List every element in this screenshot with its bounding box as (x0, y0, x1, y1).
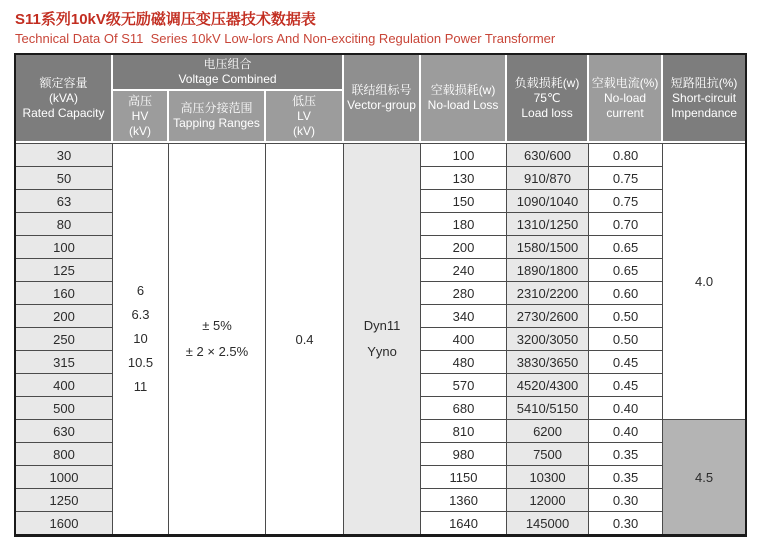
col-header-hv (113, 91, 169, 143)
header-line: Vector-group (347, 98, 416, 112)
cell-no-load-loss: 280 (421, 282, 507, 305)
cell-capacity: 100 (16, 236, 113, 259)
col-header-tapping-ranges (169, 91, 266, 143)
cell-impedance-4-0: 4.0 (663, 143, 745, 420)
header-line: 空载损耗(w) (430, 83, 496, 97)
cell-no-load-current: 0.40 (589, 397, 663, 420)
cell-load-loss: 1090/1040 (507, 190, 589, 213)
col-header-vector-group (344, 55, 421, 143)
hv-value: 6.3 (131, 307, 150, 322)
col-header-load-loss (507, 55, 589, 143)
cell-vector-group (344, 143, 421, 534)
table-header (16, 55, 745, 143)
vector-value: Dyn11 (363, 318, 401, 333)
cell-no-load-current: 0.50 (589, 328, 663, 351)
cell-no-load-current: 0.75 (589, 190, 663, 213)
cell-no-load-loss: 200 (421, 236, 507, 259)
cell-load-loss: 630/600 (507, 143, 589, 167)
header-line: 高压分接范围 (180, 101, 253, 115)
tapping-value: ± 5% (202, 318, 232, 333)
page-subtitle: Technical Data Of S11 Series 10kV Low-lors And Non-exciting Regulation Power Transformer (15, 31, 556, 46)
cell-load-loss: 5410/5150 (507, 397, 589, 420)
col-header-rated-capacity (16, 55, 113, 143)
page-title: S11系列10kV级无励磁调压变压器技术数据表 (15, 11, 316, 28)
cell-no-load-loss: 180 (421, 213, 507, 236)
cell-no-load-current: 0.65 (589, 236, 663, 259)
header-line: Impendance (671, 105, 738, 120)
cell-capacity: 125 (16, 259, 113, 282)
table-body (16, 143, 745, 534)
cell-load-loss: 6200 (507, 420, 589, 443)
cell-no-load-current: 0.75 (589, 167, 663, 190)
cell-load-loss: 2730/2600 (507, 305, 589, 328)
cell-no-load-current: 0.45 (589, 374, 663, 397)
col-header-voltage-combined (113, 55, 344, 91)
transformer-data-table (16, 55, 745, 534)
cell-capacity: 1000 (16, 466, 113, 489)
cell-no-load-loss: 480 (421, 351, 507, 374)
cell-no-load-loss: 400 (421, 328, 507, 351)
cell-capacity: 200 (16, 305, 113, 328)
cell-capacity: 800 (16, 443, 113, 466)
cell-load-loss: 2310/2200 (507, 282, 589, 305)
cell-no-load-current: 0.45 (589, 351, 663, 374)
cell-load-loss: 1890/1800 (507, 259, 589, 282)
cell-no-load-current: 0.60 (589, 282, 663, 305)
cell-no-load-loss: 100 (421, 143, 507, 167)
cell-no-load-loss: 680 (421, 397, 507, 420)
col-header-no-load-loss (421, 55, 507, 143)
cell-no-load-loss: 150 (421, 190, 507, 213)
cell-load-loss: 3830/3650 (507, 351, 589, 374)
cell-no-load-current: 0.80 (589, 143, 663, 167)
cell-impedance-4-5: 4.5 (663, 420, 745, 534)
hv-value: 10.5 (127, 355, 154, 370)
cell-capacity: 1250 (16, 489, 113, 512)
cell-no-load-current: 0.35 (589, 443, 663, 466)
table-row (16, 143, 745, 167)
cell-capacity: 250 (16, 328, 113, 351)
page (0, 8, 761, 537)
header-line: 负载损耗(w) (514, 75, 580, 90)
header-line: 75℃ (533, 90, 561, 105)
cell-no-load-loss: 1640 (421, 512, 507, 534)
cell-load-loss: 12000 (507, 489, 589, 512)
cell-no-load-loss: 810 (421, 420, 507, 443)
hv-value: 6 (136, 283, 145, 298)
cell-no-load-loss: 340 (421, 305, 507, 328)
header-line: 高压 (127, 93, 152, 108)
cell-load-loss: 4520/4300 (507, 374, 589, 397)
cell-capacity: 1600 (16, 512, 113, 534)
col-header-lv (266, 91, 344, 143)
header-line: Tapping Ranges (173, 116, 260, 130)
cell-tapping-range (169, 143, 266, 534)
header-line: Short-circuit (672, 90, 737, 105)
header-line: No-load (604, 90, 647, 105)
header-line: current (606, 105, 644, 120)
cell-capacity: 30 (16, 143, 113, 167)
vector-value: Yyno (367, 344, 397, 359)
cell-capacity: 63 (16, 190, 113, 213)
header-line: (kV) (129, 123, 151, 138)
header-line: Voltage Combined (178, 72, 277, 86)
header-line: 空载电流(%) (591, 75, 659, 90)
cell-capacity: 315 (16, 351, 113, 374)
cell-load-loss: 910/870 (507, 167, 589, 190)
header-line: 电压组合 (203, 57, 252, 71)
cell-hv-values (113, 143, 169, 534)
cell-no-load-current: 0.50 (589, 305, 663, 328)
cell-no-load-current: 0.70 (589, 213, 663, 236)
col-header-short-circuit (663, 55, 745, 143)
cell-no-load-loss: 570 (421, 374, 507, 397)
header-line: Rated Capacity (22, 105, 105, 120)
header-line: 低压 (292, 93, 317, 108)
cell-load-loss: 1310/1250 (507, 213, 589, 236)
cell-no-load-loss: 1360 (421, 489, 507, 512)
cell-capacity: 50 (16, 167, 113, 190)
cell-no-load-loss: 130 (421, 167, 507, 190)
cell-no-load-current: 0.30 (589, 489, 663, 512)
cell-no-load-current: 0.30 (589, 512, 663, 534)
data-table-wrapper (14, 53, 747, 537)
cell-capacity: 160 (16, 282, 113, 305)
header-line: 联结组标号 (351, 83, 412, 97)
cell-capacity: 80 (16, 213, 113, 236)
tapping-value: ± 2 × 2.5% (185, 344, 249, 359)
cell-capacity: 400 (16, 374, 113, 397)
cell-load-loss: 1580/1500 (507, 236, 589, 259)
cell-lv-value: 0.4 (266, 143, 344, 534)
cell-capacity: 630 (16, 420, 113, 443)
header-line: LV (297, 108, 311, 123)
header-line: 额定容量 (39, 75, 88, 90)
hv-value: 11 (133, 379, 148, 394)
cell-no-load-loss: 980 (421, 443, 507, 466)
cell-load-loss: 145000 (507, 512, 589, 534)
cell-load-loss: 7500 (507, 443, 589, 466)
col-header-no-load-current (589, 55, 663, 143)
cell-no-load-current: 0.40 (589, 420, 663, 443)
header-line: Load loss (521, 105, 573, 120)
header-line: HV (131, 108, 149, 123)
cell-no-load-current: 0.65 (589, 259, 663, 282)
cell-capacity: 500 (16, 397, 113, 420)
cell-no-load-current: 0.35 (589, 466, 663, 489)
cell-load-loss: 10300 (507, 466, 589, 489)
header-line: No-load Loss (427, 98, 499, 112)
cell-load-loss: 3200/3050 (507, 328, 589, 351)
header-line: (kV) (293, 123, 316, 138)
header-line: 短路阻抗(%) (670, 75, 738, 90)
cell-no-load-loss: 1150 (421, 466, 507, 489)
header-line: (kVA) (48, 90, 79, 105)
hv-value: 10 (133, 331, 148, 346)
cell-no-load-loss: 240 (421, 259, 507, 282)
